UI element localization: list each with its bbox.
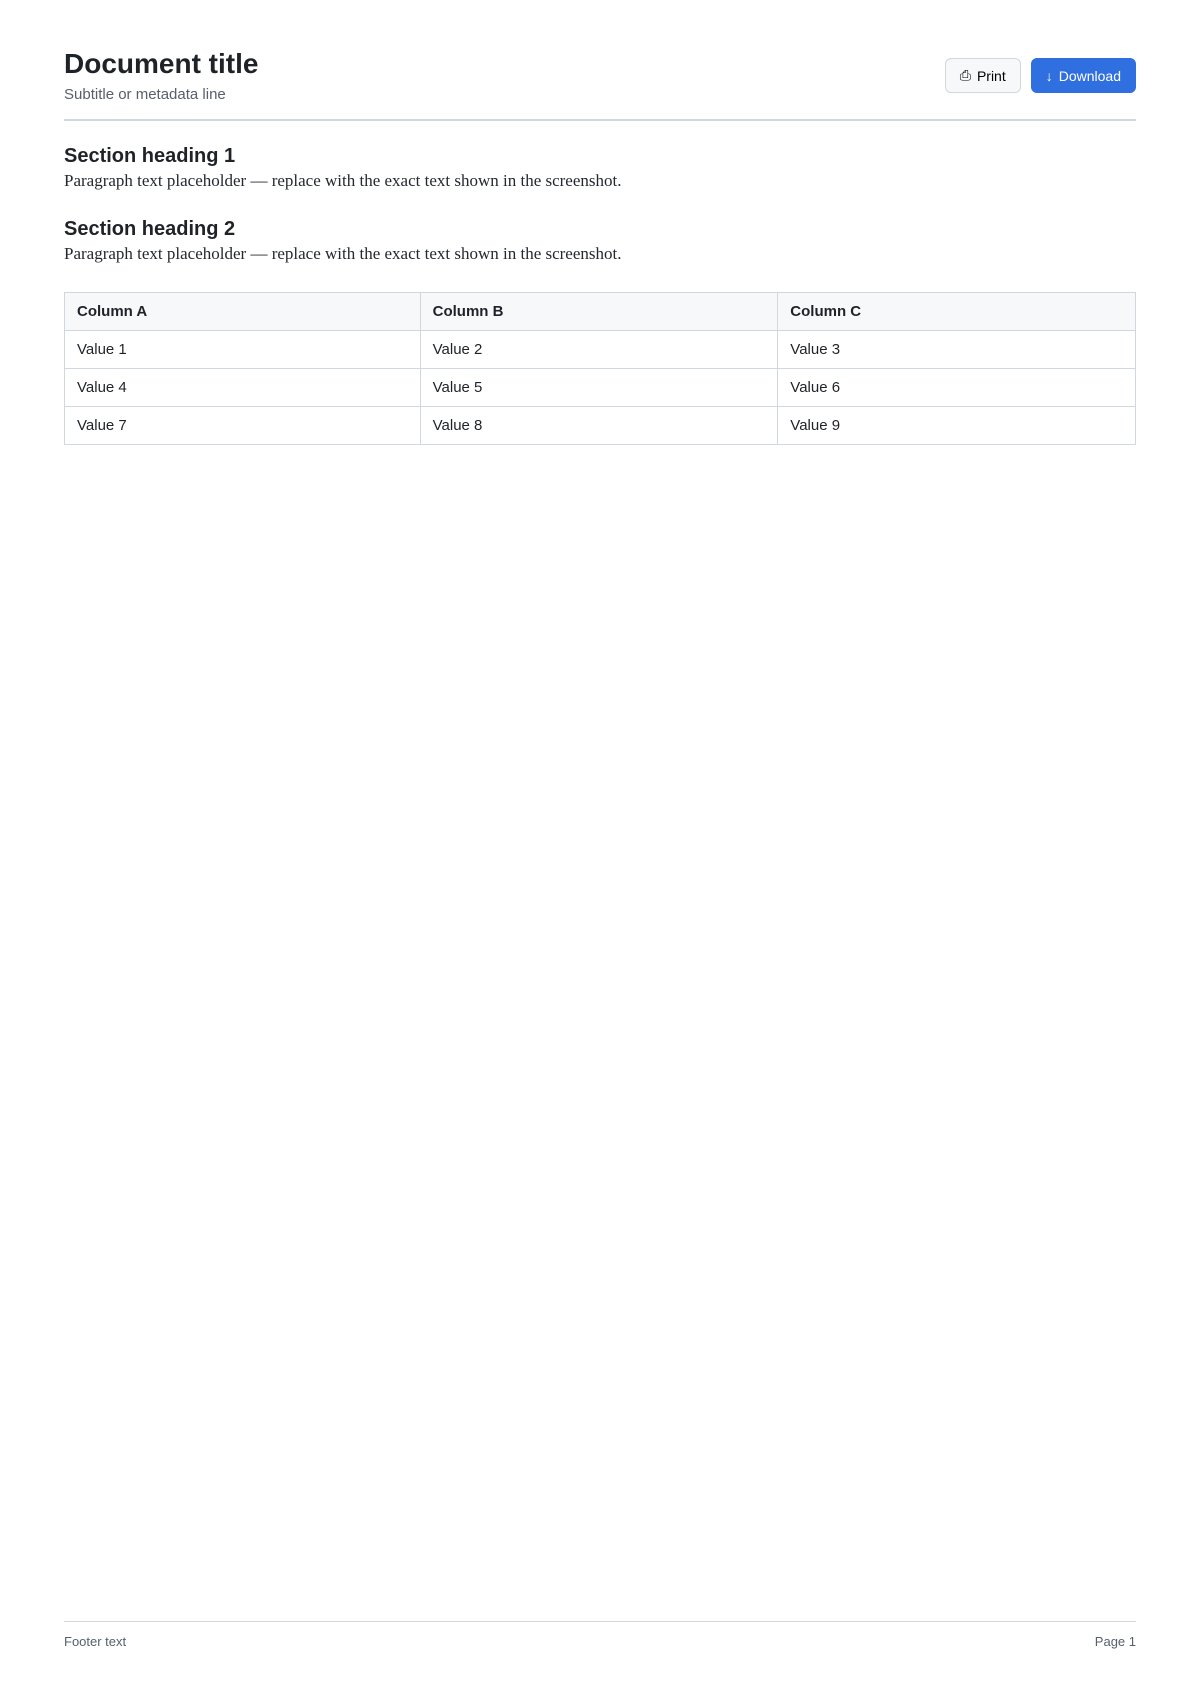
table-cell: Value 7 bbox=[65, 406, 421, 444]
section-heading: Section heading 1 bbox=[64, 145, 236, 167]
table-cell: Value 6 bbox=[778, 368, 1136, 406]
table-cell: Value 1 bbox=[65, 330, 421, 368]
table-cell: Value 8 bbox=[420, 406, 778, 444]
table-cell: Value 4 bbox=[65, 368, 421, 406]
footer-text: Footer text bbox=[64, 1634, 127, 1649]
page-footer bbox=[64, 1621, 1136, 1649]
page-subtitle: Subtitle or metadata line bbox=[64, 86, 226, 103]
table-row bbox=[65, 330, 1136, 368]
download-button[interactable] bbox=[1031, 58, 1136, 93]
print-button[interactable] bbox=[945, 58, 1021, 93]
download-button-label: Download bbox=[1058, 67, 1121, 84]
download-icon: ↓ bbox=[1045, 67, 1053, 84]
column-header: Column C bbox=[778, 292, 1136, 330]
section-heading: Section heading 2 bbox=[64, 218, 236, 241]
title-block bbox=[64, 48, 258, 103]
column-header: Column B bbox=[420, 292, 778, 330]
printer-icon: ⎙ bbox=[959, 67, 971, 83]
table-row bbox=[65, 368, 1136, 406]
table-cell: Value 9 bbox=[778, 406, 1136, 444]
page-number: Page 1 bbox=[1094, 1634, 1136, 1649]
print-button-label: Print bbox=[976, 67, 1006, 84]
section-body: Paragraph text placeholder — replace with the exact text shown in the screenshot. bbox=[64, 244, 622, 264]
table-cell: Value 2 bbox=[420, 330, 778, 368]
section-2 bbox=[64, 218, 1136, 267]
page-title: Document title bbox=[64, 48, 259, 79]
table-cell: Value 5 bbox=[420, 368, 778, 406]
section-body: Paragraph text placeholder — replace with the exact text shown in the screenshot. bbox=[64, 171, 622, 190]
table-row bbox=[65, 406, 1136, 444]
table-cell: Value 3 bbox=[778, 330, 1136, 368]
section-1 bbox=[64, 145, 1136, 194]
data-table bbox=[64, 292, 1136, 445]
header-actions bbox=[945, 58, 1136, 93]
column-header: Column A bbox=[65, 292, 421, 330]
document-header bbox=[64, 48, 1136, 121]
table-header-row bbox=[65, 292, 1136, 330]
